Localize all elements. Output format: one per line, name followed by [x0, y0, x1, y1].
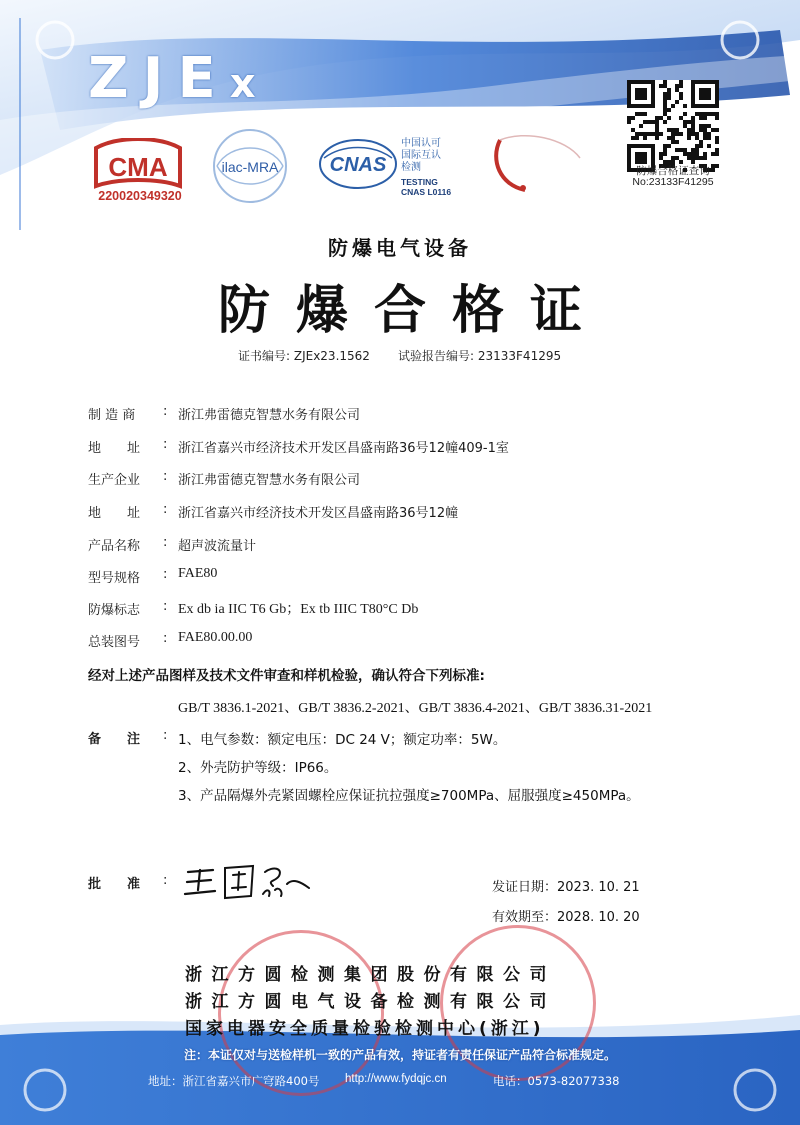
- note-item: 2、外壳防护等级：IP66。: [178, 760, 338, 776]
- field-label-producer-address: 地 址: [88, 506, 141, 521]
- cnas-logo-icon: [318, 138, 398, 190]
- issuing-organization: 浙江方圆电气设备检测有限公司: [185, 992, 556, 1012]
- footer-website-link[interactable]: http://www.fydqjc.cn: [345, 1073, 447, 1085]
- field-label-product-name: 产品名称: [88, 539, 141, 554]
- field-label-address: 地 址: [88, 441, 141, 456]
- standards-list: GB/T 3836.1-2021、GB/T 3836.2-2021、GB/T 3836.4-2021、GB/T 3836.31-2021: [178, 701, 653, 716]
- declaration-text: 经对上述产品图样及技术文件审查和样机检验，确认符合下列标准:: [88, 668, 485, 684]
- field-value-product-name: 超声波流量计: [178, 539, 257, 554]
- document-title: 防爆合格证: [217, 280, 608, 341]
- approval-label: 批 准: [88, 877, 141, 892]
- field-colon: :: [163, 502, 168, 517]
- handwritten-signature: [183, 860, 313, 904]
- footer-phone: 电话：0573-82077338: [493, 1074, 620, 1088]
- issuing-organization: 浙江方圆检测集团股份有限公司: [185, 965, 556, 985]
- valid-until-date: 有效期至：2028. 10. 20: [492, 910, 640, 925]
- note-item: 3、产品隔爆外壳紧固螺栓应保证抗拉强度≥700MPa、屈服强度≥450MPa。: [178, 788, 640, 804]
- field-colon: :: [163, 469, 168, 484]
- field-colon: :: [163, 567, 168, 582]
- field-label-model: 型号规格: [88, 571, 141, 586]
- field-value-address: 浙江省嘉兴市经济技术开发区昌盛南路36号12幢409-1室: [178, 441, 509, 456]
- official-seal-stamp: [218, 930, 384, 1096]
- field-value-ex-marking: Ex db ia IIC T6 Gb；Ex tb IIIC T80°C Db: [178, 602, 419, 617]
- qr-number: No:23133F41295: [632, 176, 714, 188]
- field-label-drawing-no: 总装图号: [88, 635, 141, 650]
- field-colon: :: [163, 437, 168, 452]
- field-label-manufacturer: 制 造 商: [88, 408, 136, 423]
- notes-label: 备 注: [88, 732, 141, 747]
- field-colon: :: [163, 873, 168, 888]
- ilac-mra-logo-icon: [205, 122, 295, 210]
- svg-text:CNAS: CNAS: [329, 154, 387, 176]
- field-value-producer-address: 浙江省嘉兴市经济技术开发区昌盛南路36号12幢: [178, 506, 459, 521]
- svg-text:ilac-MRA: ilac-MRA: [221, 159, 279, 175]
- cnas-testing-label: TESTING CNAS L0116: [401, 177, 452, 197]
- issuing-organization: 国家电器安全质量检验检测中心(浙江): [185, 1019, 545, 1039]
- note-item: 1、电气参数：额定电压：DC 24 V；额定功率：5W。: [178, 732, 507, 748]
- qr-query-label: 防爆合格证查询: [636, 165, 710, 177]
- document-subtitle: 防爆电气设备: [328, 236, 472, 260]
- field-colon: :: [163, 631, 168, 646]
- report-number: 试验报告编号: 23133F41295: [398, 349, 562, 363]
- field-colon: :: [163, 535, 168, 550]
- footer-address: 地址：浙江省嘉兴市广穹路400号: [148, 1074, 320, 1088]
- field-label-ex-marking: 防爆标志: [88, 603, 141, 618]
- accreditation-arc-logo-icon: [485, 130, 585, 200]
- cma-number: 220020349320: [98, 189, 182, 203]
- field-value-producer: 浙江弗雷德克智慧水务有限公司: [178, 473, 361, 488]
- brand-logo-text: ZJEx: [88, 46, 256, 111]
- field-colon: :: [163, 599, 168, 614]
- certificate-number: 证书编号: ZJEx23.1562: [238, 349, 370, 363]
- footer-note: 注：本证仅对与送检样机一致的产品有效，持证者有责任保证产品符合标准规定。: [183, 1048, 616, 1062]
- field-value-manufacturer: 浙江弗雷德克智慧水务有限公司: [178, 408, 361, 423]
- svg-text:CMA: CMA: [108, 152, 168, 182]
- qr-code-icon[interactable]: [627, 80, 719, 172]
- field-label-producer: 生产企业: [88, 473, 141, 488]
- cnas-chinese-label: 中国认可 国际互认 检测: [401, 138, 441, 173]
- issue-date: 发证日期：2023. 10. 21: [492, 880, 640, 895]
- field-colon: :: [163, 404, 168, 419]
- field-colon: :: [163, 728, 168, 743]
- field-value-drawing-no: FAE80.00.00: [178, 630, 253, 645]
- field-value-model: FAE80: [178, 566, 218, 581]
